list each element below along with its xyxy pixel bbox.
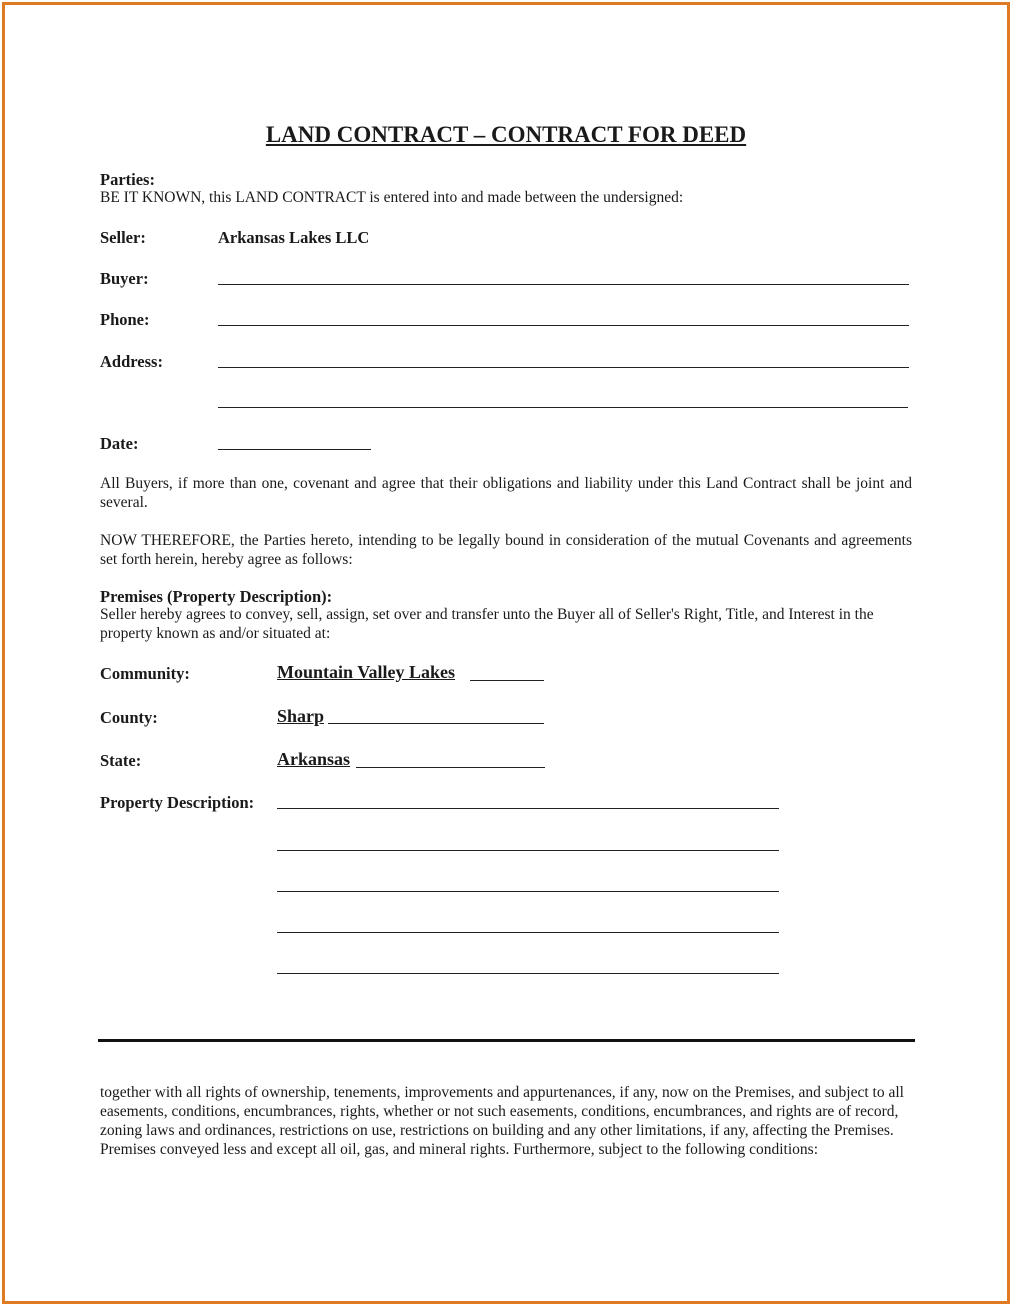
closing-paragraph: together with all rights of ownership, tenements, improvements and appurtenances, if any, now on the Premises, and subject to all easements, conditions, encumbrances, rights, whether or not such easements, conditions, encumbrances, and rights are of record, zoning laws and ordinances, restrictions on use, restrictions on building and any other limitations, if any, affecting the Premises. Premises conveyed less and except all oil, gas, and mineral rights. Furthermore, subject to the following conditions: — [100, 1084, 904, 1158]
state-value: Arkansas — [277, 749, 351, 769]
seller-value: Arkansas Lakes LLC — [218, 228, 370, 247]
date-label: Date: — [100, 434, 139, 453]
seller-label: Seller: — [100, 228, 146, 247]
property-description-line-3[interactable] — [277, 891, 779, 892]
now-therefore-paragraph: NOW THEREFORE, the Parties hereto, intending to be legally bound in consideration of the mutual Covenants and agreements set forth herein, hereby agree as follows: — [100, 532, 912, 568]
parties-intro: BE IT KNOWN, this LAND CONTRACT is entered into and made between the undersigned: — [100, 189, 684, 206]
community-label: Community: — [100, 664, 190, 683]
county-label: County: — [100, 708, 158, 727]
county-blank-line[interactable] — [328, 723, 544, 724]
parties-heading: Parties: — [100, 170, 155, 189]
property-description-line-4[interactable] — [277, 932, 779, 933]
county-value: Sharp — [277, 706, 325, 726]
community-blank-line[interactable] — [470, 680, 544, 681]
address-blank-line-2[interactable] — [218, 407, 908, 408]
document-title: LAND CONTRACT – CONTRACT FOR DEED — [265, 122, 747, 147]
property-description-label: Property Description: — [100, 793, 255, 812]
joint-liability-paragraph: All Buyers, if more than one, covenant and agree that their obligations and liability under this Land Contract shall be joint and several. — [100, 475, 912, 511]
premises-paragraph: Seller hereby agrees to convey, sell, assign, set over and transfer unto the Buyer all of Seller's Right, Title, and Interest in the property known as and/or situated at: — [100, 606, 874, 642]
state-label: State: — [100, 751, 142, 770]
phone-label: Phone: — [100, 310, 150, 329]
buyer-label: Buyer: — [100, 269, 149, 288]
buyer-blank-line[interactable] — [218, 284, 909, 285]
community-value: Mountain Valley Lakes — [277, 662, 456, 682]
state-blank-line[interactable] — [356, 767, 545, 768]
premises-heading: Premises (Property Description): — [100, 587, 333, 606]
phone-blank-line[interactable] — [218, 325, 909, 326]
property-description-line-5[interactable] — [277, 973, 779, 974]
section-divider — [98, 1039, 915, 1042]
address-label: Address: — [100, 352, 163, 371]
property-description-line-1[interactable] — [277, 808, 779, 809]
property-description-line-2[interactable] — [277, 850, 779, 851]
date-blank-line[interactable] — [218, 449, 371, 450]
address-blank-line-1[interactable] — [218, 367, 909, 368]
